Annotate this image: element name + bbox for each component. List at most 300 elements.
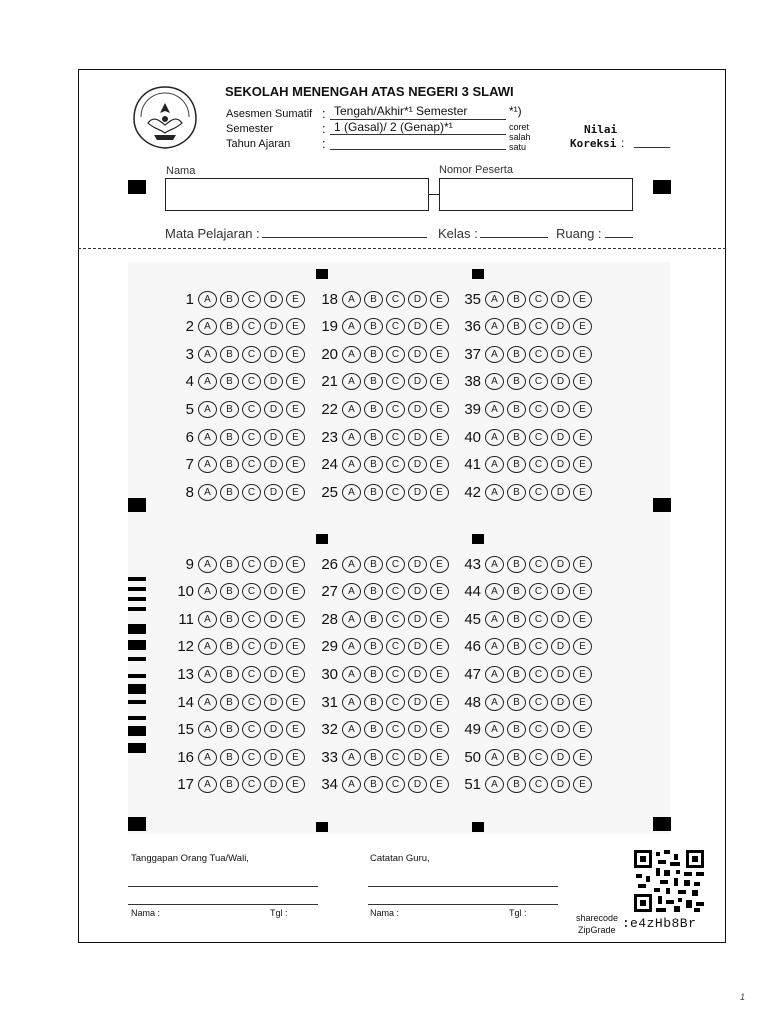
answer-bubble[interactable]: D xyxy=(264,456,283,473)
answer-row xyxy=(168,373,308,391)
question-number: 43 xyxy=(464,555,481,573)
answer-bubble[interactable]: A xyxy=(485,666,504,683)
answer-bubble[interactable]: C xyxy=(386,583,405,600)
answer-bubble[interactable]: D xyxy=(551,611,570,628)
answer-bubble[interactable]: D xyxy=(264,318,283,335)
answer-bubble[interactable]: B xyxy=(507,666,526,683)
answer-bubble[interactable]: E xyxy=(573,556,592,573)
question-number: 8 xyxy=(185,483,194,501)
answer-bubble[interactable]: D xyxy=(408,556,427,573)
answer-bubble[interactable]: A xyxy=(198,401,217,418)
answer-bubble[interactable]: D xyxy=(264,776,283,793)
answer-bubble[interactable]: C xyxy=(242,749,261,766)
answer-bubble[interactable]: C xyxy=(529,776,548,793)
answer-bubble[interactable]: B xyxy=(364,318,383,335)
answer-bubble[interactable]: E xyxy=(573,638,592,655)
answer-bubble[interactable]: E xyxy=(286,456,305,473)
answer-bubble[interactable]: C xyxy=(386,721,405,738)
answer-bubble[interactable]: B xyxy=(507,484,526,501)
answer-bubble[interactable]: D xyxy=(551,583,570,600)
answer-bubble[interactable]: D xyxy=(408,721,427,738)
answer-bubble[interactable]: D xyxy=(551,291,570,308)
answer-bubble[interactable]: C xyxy=(529,638,548,655)
answer-bubble[interactable]: C xyxy=(242,484,261,501)
answer-bubble[interactable]: D xyxy=(408,429,427,446)
timing-mark xyxy=(128,577,146,581)
timing-mark xyxy=(128,674,146,678)
answer-bubble[interactable]: A xyxy=(342,401,361,418)
tanggapan-line xyxy=(128,904,318,905)
timing-mark xyxy=(128,700,146,704)
answer-bubble[interactable]: D xyxy=(264,583,283,600)
answer-bubble[interactable]: D xyxy=(408,401,427,418)
answer-bubble[interactable]: A xyxy=(485,291,504,308)
answer-bubble[interactable]: C xyxy=(386,373,405,390)
timing-mark xyxy=(128,587,146,591)
answer-bubble[interactable]: D xyxy=(264,666,283,683)
answer-bubble[interactable]: C xyxy=(242,694,261,711)
question-number: 48 xyxy=(464,693,481,711)
answer-bubble[interactable]: B xyxy=(507,583,526,600)
answer-bubble[interactable]: D xyxy=(551,484,570,501)
answer-bubble[interactable]: C xyxy=(529,291,548,308)
answer-bubble[interactable]: A xyxy=(342,556,361,573)
answer-bubble[interactable]: E xyxy=(430,318,449,335)
answer-bubble[interactable]: B xyxy=(507,291,526,308)
answer-bubble[interactable]: E xyxy=(286,749,305,766)
answer-row xyxy=(312,483,452,501)
answer-bubble[interactable]: B xyxy=(507,721,526,738)
answer-bubble[interactable]: B xyxy=(220,373,239,390)
answer-bubble[interactable]: E xyxy=(286,666,305,683)
answer-bubble[interactable]: A xyxy=(485,373,504,390)
answer-bubble[interactable]: E xyxy=(573,456,592,473)
answer-bubble[interactable]: A xyxy=(198,373,217,390)
answer-row xyxy=(312,693,452,711)
answer-row xyxy=(455,665,595,683)
answer-bubble[interactable]: D xyxy=(408,291,427,308)
answer-bubble[interactable]: A xyxy=(342,318,361,335)
answer-bubble[interactable]: D xyxy=(551,429,570,446)
answer-bubble[interactable]: D xyxy=(264,346,283,363)
answer-bubble[interactable]: C xyxy=(529,694,548,711)
question-number: 40 xyxy=(464,428,481,446)
answer-bubble[interactable]: A xyxy=(198,694,217,711)
answer-bubble[interactable]: B xyxy=(220,346,239,363)
answer-bubble[interactable]: A xyxy=(342,776,361,793)
answer-bubble[interactable]: D xyxy=(408,611,427,628)
answer-bubble[interactable]: C xyxy=(386,484,405,501)
answer-bubble[interactable]: A xyxy=(485,318,504,335)
answer-bubble[interactable]: C xyxy=(529,346,548,363)
answer-bubble[interactable]: C xyxy=(242,346,261,363)
answer-bubble[interactable]: C xyxy=(386,291,405,308)
answer-bubble[interactable]: A xyxy=(342,611,361,628)
answer-bubble[interactable]: B xyxy=(364,749,383,766)
answer-bubble[interactable]: E xyxy=(430,556,449,573)
answer-bubble[interactable]: C xyxy=(529,456,548,473)
field-label-tahun-ajaran: Tahun Ajaran xyxy=(226,138,291,150)
answer-bubble[interactable]: A xyxy=(198,776,217,793)
answer-bubble[interactable]: A xyxy=(485,456,504,473)
answer-bubble[interactable]: B xyxy=(364,721,383,738)
answer-bubble[interactable]: A xyxy=(485,776,504,793)
answer-bubble[interactable]: B xyxy=(507,401,526,418)
answer-bubble[interactable]: C xyxy=(529,749,548,766)
answer-bubble[interactable]: A xyxy=(342,583,361,600)
question-number: 45 xyxy=(464,610,481,628)
answer-bubble[interactable]: A xyxy=(342,666,361,683)
answer-bubble[interactable]: C xyxy=(386,666,405,683)
answer-bubble[interactable]: A xyxy=(485,721,504,738)
answer-bubble[interactable]: B xyxy=(507,429,526,446)
answer-bubble[interactable]: D xyxy=(264,429,283,446)
answer-bubble[interactable]: D xyxy=(264,556,283,573)
answer-bubble[interactable]: A xyxy=(485,484,504,501)
answer-bubble[interactable]: B xyxy=(220,776,239,793)
question-number: 30 xyxy=(321,665,338,683)
answer-bubble[interactable]: C xyxy=(386,401,405,418)
answer-bubble[interactable]: B xyxy=(220,318,239,335)
answer-bubble[interactable]: B xyxy=(220,429,239,446)
answer-bubble[interactable]: D xyxy=(408,373,427,390)
answer-bubble[interactable]: D xyxy=(408,456,427,473)
answer-bubble[interactable]: E xyxy=(286,694,305,711)
answer-bubble[interactable]: E xyxy=(430,484,449,501)
answer-bubble[interactable]: E xyxy=(286,429,305,446)
answer-bubble[interactable]: D xyxy=(551,401,570,418)
answer-bubble[interactable]: E xyxy=(286,401,305,418)
answer-bubble[interactable]: D xyxy=(264,721,283,738)
answer-bubble[interactable]: B xyxy=(364,611,383,628)
answer-bubble[interactable]: E xyxy=(286,721,305,738)
answer-row xyxy=(168,290,308,308)
answer-bubble[interactable]: A xyxy=(198,611,217,628)
answer-bubble[interactable]: B xyxy=(220,721,239,738)
answer-bubble[interactable]: E xyxy=(430,456,449,473)
kelas-label: Kelas : xyxy=(438,226,478,241)
answer-bubble[interactable]: C xyxy=(529,666,548,683)
answer-row xyxy=(312,555,452,573)
answer-bubble[interactable]: E xyxy=(573,611,592,628)
answer-bubble[interactable]: C xyxy=(386,638,405,655)
answer-bubble[interactable]: B xyxy=(364,401,383,418)
answer-bubble[interactable]: B xyxy=(364,694,383,711)
answer-bubble[interactable]: D xyxy=(551,749,570,766)
answer-bubble[interactable]: A xyxy=(198,346,217,363)
answer-bubble[interactable]: B xyxy=(220,638,239,655)
answer-row xyxy=(168,693,308,711)
answer-bubble[interactable]: B xyxy=(364,456,383,473)
answer-bubble[interactable]: E xyxy=(573,694,592,711)
answer-bubble[interactable]: C xyxy=(386,749,405,766)
nilai-label: Nilai xyxy=(584,123,618,136)
answer-bubble[interactable]: A xyxy=(342,484,361,501)
answer-bubble[interactable]: A xyxy=(342,291,361,308)
answer-bubble[interactable]: B xyxy=(220,694,239,711)
answer-bubble[interactable]: C xyxy=(242,429,261,446)
sharecode-value: e4zHb8Br xyxy=(630,916,697,931)
answer-bubble[interactable]: C xyxy=(242,291,261,308)
answer-bubble[interactable]: A xyxy=(198,556,217,573)
answer-bubble[interactable]: D xyxy=(551,694,570,711)
answer-bubble[interactable]: C xyxy=(242,401,261,418)
answer-bubble[interactable]: E xyxy=(286,583,305,600)
answer-bubble[interactable]: C xyxy=(242,666,261,683)
question-number: 34 xyxy=(321,776,338,794)
answer-bubble[interactable]: D xyxy=(551,456,570,473)
answer-bubble[interactable]: D xyxy=(551,638,570,655)
question-number: 42 xyxy=(464,483,481,501)
answer-bubble[interactable]: B xyxy=(220,484,239,501)
answer-bubble[interactable]: C xyxy=(386,456,405,473)
answer-bubble[interactable]: E xyxy=(573,429,592,446)
answer-bubble[interactable]: C xyxy=(529,373,548,390)
answer-bubble[interactable]: A xyxy=(198,749,217,766)
answer-bubble[interactable]: B xyxy=(507,638,526,655)
question-number: 11 xyxy=(178,610,194,628)
answer-bubble[interactable]: B xyxy=(220,291,239,308)
answer-bubble[interactable]: E xyxy=(286,484,305,501)
answer-bubble[interactable]: B xyxy=(507,694,526,711)
kelas-line xyxy=(480,237,548,238)
answer-bubble[interactable]: A xyxy=(485,749,504,766)
answer-bubble[interactable]: C xyxy=(386,556,405,573)
answer-bubble[interactable]: A xyxy=(198,429,217,446)
answer-bubble[interactable]: A xyxy=(342,429,361,446)
answer-bubble[interactable]: D xyxy=(264,401,283,418)
answer-bubble[interactable]: A xyxy=(198,456,217,473)
answer-bubble[interactable]: C xyxy=(529,484,548,501)
answer-bubble[interactable]: C xyxy=(529,611,548,628)
answer-bubble[interactable]: A xyxy=(485,611,504,628)
answer-bubble[interactable]: B xyxy=(364,638,383,655)
answer-bubble[interactable]: A xyxy=(485,694,504,711)
answer-bubble[interactable]: B xyxy=(364,666,383,683)
answer-bubble[interactable]: B xyxy=(507,318,526,335)
answer-bubble[interactable]: B xyxy=(364,291,383,308)
answer-bubble[interactable]: E xyxy=(430,721,449,738)
answer-bubble[interactable]: D xyxy=(551,556,570,573)
answer-bubble[interactable]: E xyxy=(573,484,592,501)
answer-bubble[interactable]: D xyxy=(264,638,283,655)
answer-bubble[interactable]: E xyxy=(430,373,449,390)
answer-bubble[interactable]: A xyxy=(198,484,217,501)
answer-bubble[interactable]: E xyxy=(573,373,592,390)
question-number: 15 xyxy=(177,721,194,739)
answer-bubble[interactable]: E xyxy=(573,721,592,738)
answer-bubble[interactable]: C xyxy=(386,776,405,793)
answer-bubble[interactable]: A xyxy=(198,318,217,335)
answer-bubble[interactable]: D xyxy=(551,318,570,335)
answer-bubble[interactable]: B xyxy=(507,776,526,793)
answer-bubble[interactable]: D xyxy=(264,749,283,766)
answer-bubble[interactable]: D xyxy=(408,318,427,335)
answer-bubble[interactable]: C xyxy=(386,346,405,363)
answer-bubble[interactable]: B xyxy=(507,346,526,363)
answer-bubble[interactable]: E xyxy=(286,611,305,628)
question-number: 47 xyxy=(464,665,481,683)
answer-bubble[interactable]: C xyxy=(242,583,261,600)
answer-bubble[interactable]: A xyxy=(485,346,504,363)
answer-bubble[interactable]: C xyxy=(386,611,405,628)
answer-bubble[interactable]: D xyxy=(551,666,570,683)
answer-bubble[interactable]: A xyxy=(198,583,217,600)
answer-bubble[interactable]: C xyxy=(242,318,261,335)
answer-bubble[interactable]: A xyxy=(198,638,217,655)
answer-bubble[interactable]: E xyxy=(286,346,305,363)
answer-bubble[interactable]: E xyxy=(573,346,592,363)
answer-bubble[interactable]: D xyxy=(408,484,427,501)
answer-bubble[interactable]: D xyxy=(264,694,283,711)
answer-bubble[interactable]: A xyxy=(342,694,361,711)
answer-bubble[interactable]: D xyxy=(264,373,283,390)
nomor-peserta-input-box[interactable] xyxy=(439,178,633,211)
answer-bubble[interactable]: B xyxy=(220,401,239,418)
answer-bubble[interactable]: E xyxy=(430,611,449,628)
answer-bubble[interactable]: A xyxy=(342,749,361,766)
answer-bubble[interactable]: D xyxy=(408,694,427,711)
answer-bubble[interactable]: E xyxy=(430,346,449,363)
answer-bubble[interactable]: E xyxy=(286,638,305,655)
answer-bubble[interactable]: D xyxy=(264,484,283,501)
answer-bubble[interactable]: E xyxy=(430,776,449,793)
answer-bubble[interactable]: C xyxy=(242,638,261,655)
answer-bubble[interactable]: A xyxy=(485,401,504,418)
answer-bubble[interactable]: A xyxy=(198,721,217,738)
answer-bubble[interactable]: B xyxy=(220,666,239,683)
answer-bubble[interactable]: B xyxy=(507,749,526,766)
answer-bubble[interactable]: D xyxy=(408,776,427,793)
answer-bubble[interactable]: A xyxy=(485,429,504,446)
answer-bubble[interactable]: C xyxy=(242,556,261,573)
answer-bubble[interactable]: E xyxy=(573,776,592,793)
answer-bubble[interactable]: B xyxy=(364,429,383,446)
answer-bubble[interactable]: D xyxy=(264,291,283,308)
timing-mark xyxy=(128,607,146,611)
answer-bubble[interactable]: E xyxy=(430,401,449,418)
answer-bubble[interactable]: D xyxy=(408,583,427,600)
answer-bubble[interactable]: C xyxy=(242,776,261,793)
answer-bubble[interactable]: C xyxy=(242,721,261,738)
answer-bubble[interactable]: B xyxy=(220,611,239,628)
answer-bubble[interactable]: B xyxy=(220,456,239,473)
answer-bubble[interactable]: A xyxy=(198,291,217,308)
answer-bubble[interactable]: D xyxy=(408,666,427,683)
answer-bubble[interactable]: B xyxy=(364,583,383,600)
answer-bubble[interactable]: B xyxy=(507,373,526,390)
answer-bubble[interactable]: C xyxy=(242,611,261,628)
answer-bubble[interactable]: A xyxy=(485,638,504,655)
answer-bubble[interactable]: D xyxy=(408,638,427,655)
mata-pelajaran-line xyxy=(262,237,427,238)
answer-bubble[interactable]: D xyxy=(551,346,570,363)
answer-bubble[interactable]: D xyxy=(551,721,570,738)
answer-bubble[interactable]: E xyxy=(430,583,449,600)
answer-bubble[interactable]: C xyxy=(386,318,405,335)
answer-bubble[interactable]: A xyxy=(342,721,361,738)
answer-bubble[interactable]: B xyxy=(220,749,239,766)
answer-bubble[interactable]: C xyxy=(529,318,548,335)
answer-bubble[interactable]: C xyxy=(529,401,548,418)
answer-bubble[interactable]: B xyxy=(220,556,239,573)
answer-bubble[interactable]: E xyxy=(286,318,305,335)
answer-bubble[interactable]: D xyxy=(408,749,427,766)
answer-bubble[interactable]: A xyxy=(342,638,361,655)
answer-bubble[interactable]: E xyxy=(430,638,449,655)
answer-bubble[interactable]: B xyxy=(364,373,383,390)
question-number: 39 xyxy=(464,400,481,418)
answer-bubble[interactable]: A xyxy=(485,583,504,600)
answer-bubble[interactable]: B xyxy=(364,776,383,793)
answer-bubble[interactable]: E xyxy=(430,666,449,683)
answer-bubble[interactable]: B xyxy=(507,611,526,628)
answer-bubble[interactable]: B xyxy=(364,484,383,501)
answer-bubble[interactable]: D xyxy=(264,611,283,628)
question-number: 20 xyxy=(321,345,338,363)
answer-bubble[interactable]: B xyxy=(364,346,383,363)
answer-bubble[interactable]: D xyxy=(551,373,570,390)
answer-row xyxy=(455,345,595,363)
answer-bubble[interactable]: C xyxy=(529,721,548,738)
answer-bubble[interactable]: B xyxy=(220,583,239,600)
alignment-marker xyxy=(472,534,484,544)
answer-row xyxy=(312,583,452,601)
answer-row xyxy=(312,665,452,683)
answer-bubble[interactable]: E xyxy=(430,291,449,308)
answer-row xyxy=(455,373,595,391)
answer-bubble[interactable]: C xyxy=(386,429,405,446)
answer-bubble[interactable]: B xyxy=(507,456,526,473)
answer-row xyxy=(168,610,308,628)
answer-bubble[interactable]: E xyxy=(573,401,592,418)
question-number: 10 xyxy=(177,583,194,601)
answer-bubble[interactable]: E xyxy=(573,666,592,683)
answer-bubble[interactable]: E xyxy=(286,291,305,308)
answer-bubble[interactable]: C xyxy=(242,456,261,473)
answer-bubble[interactable]: D xyxy=(408,346,427,363)
answer-bubble[interactable]: C xyxy=(242,373,261,390)
answer-bubble[interactable]: A xyxy=(342,456,361,473)
answer-bubble[interactable]: A xyxy=(198,666,217,683)
answer-bubble[interactable]: C xyxy=(529,429,548,446)
timing-mark xyxy=(128,743,146,753)
answer-bubble[interactable]: A xyxy=(342,373,361,390)
answer-bubble[interactable]: C xyxy=(386,694,405,711)
answer-bubble[interactable]: E xyxy=(286,776,305,793)
answer-bubble[interactable]: A xyxy=(485,556,504,573)
answer-bubble[interactable]: C xyxy=(529,583,548,600)
answer-bubble[interactable]: E xyxy=(573,291,592,308)
answer-bubble[interactable]: E xyxy=(430,694,449,711)
answer-bubble[interactable]: E xyxy=(573,749,592,766)
answer-bubble[interactable]: E xyxy=(430,749,449,766)
question-number: 32 xyxy=(321,721,338,739)
nama-input-box[interactable] xyxy=(165,178,429,211)
tanggapan-label: Tanggapan Orang Tua/Wali, xyxy=(131,853,249,864)
answer-bubble[interactable]: E xyxy=(286,556,305,573)
answer-bubble[interactable]: B xyxy=(364,556,383,573)
answer-bubble[interactable]: E xyxy=(430,429,449,446)
answer-bubble[interactable]: B xyxy=(507,556,526,573)
answer-bubble[interactable]: E xyxy=(286,373,305,390)
answer-row xyxy=(455,583,595,601)
answer-bubble[interactable]: D xyxy=(551,776,570,793)
answer-bubble[interactable]: A xyxy=(342,346,361,363)
answer-bubble[interactable]: E xyxy=(573,583,592,600)
answer-bubble[interactable]: C xyxy=(529,556,548,573)
answer-bubble[interactable]: E xyxy=(573,318,592,335)
